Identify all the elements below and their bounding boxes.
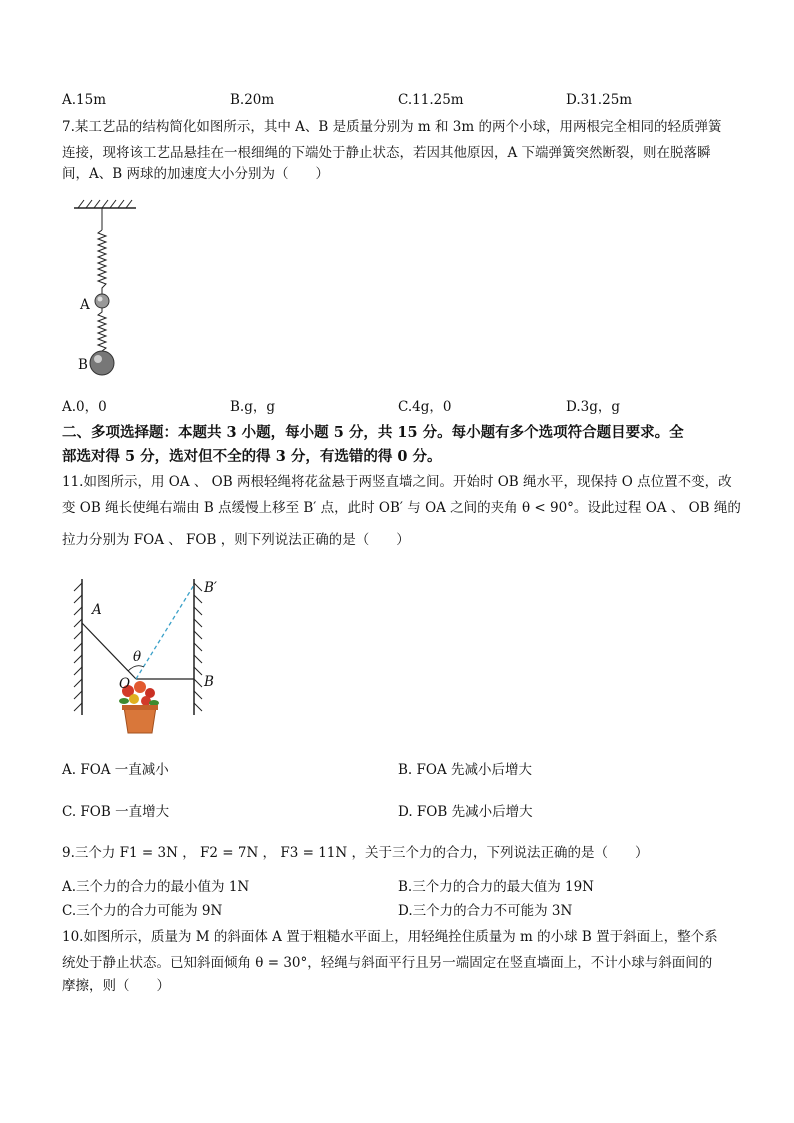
q11-option-c: C. FOB 一直增大 xyxy=(62,804,170,820)
q11-label-b: B xyxy=(204,674,214,690)
q11-option-d: D. FOB 先减小后增大 xyxy=(398,804,533,820)
q11-stem-line-3: 拉力分别为 FOA 、 FOB ，则下列说法正确的是（ ） xyxy=(62,532,410,548)
q11-label-theta: θ xyxy=(133,649,142,665)
q9-option-a: A.三个力的合力的最小值为 1N xyxy=(62,879,250,895)
q10-stem-line-2: 统处于静止状态。已知斜面倾角 θ = 30°，轻绳与斜面平行且另一端固定在竖直墙面上，不计小球与斜面间的 xyxy=(62,955,713,971)
q7-spring-figure xyxy=(70,196,150,381)
q9-option-b: B.三个力的合力的最大值为 19N xyxy=(398,879,594,895)
q7-stem-line-2: 连接，现将该工艺品悬挂在一根细绳的下端处于静止状态，若因其他原因，A 下端弹簧突然断裂，则在脱落瞬 xyxy=(62,145,711,161)
q9-option-c: C.三个力的合力可能为 9N xyxy=(62,903,223,919)
q10-stem-line-3: 摩擦，则（ ） xyxy=(62,978,170,994)
q11-label-o: O xyxy=(119,676,131,692)
q11-label-bprime: B′ xyxy=(204,580,217,596)
q11-stem-line-1: 11.如图所示，用 OA 、 OB 两根轻绳将花盆悬于两竖直墙之间。开始时 OB 绳水平，现保持 O 点位置不变，改 xyxy=(62,474,732,490)
q11-label-a: A xyxy=(92,602,102,618)
q7-option-c: C.4g，0 xyxy=(398,399,452,415)
q7-option-d: D.3g，g xyxy=(566,399,621,415)
q7-label-a: A xyxy=(80,297,90,313)
q7-stem-line-3: 间，A、B 两球的加速度大小分别为（ ） xyxy=(62,166,329,182)
q6-option-b: B.20m xyxy=(230,92,275,108)
q6-option-c: C.11.25m xyxy=(398,92,464,108)
q7-option-b: B.g，g xyxy=(230,399,275,415)
q9-option-d: D.三个力的合力不可能为 3N xyxy=(398,903,573,919)
q11-option-a: A. FOA 一直减小 xyxy=(62,762,169,778)
q9-stem-line-1: 9.三个力 F1 = 3N ， F2 = 7N ， F3 = 11N ，关于三个力的合力，下列说法正确的是（ ） xyxy=(62,845,649,861)
q7-option-a: A.0，0 xyxy=(62,399,107,415)
q7-label-b: B xyxy=(78,357,88,373)
section2-heading-line-1: 二、多项选择题：本题共 3 小题，每小题 5 分，共 15 分。每小题有多个选项符合题目要求。全 xyxy=(62,424,684,441)
q11-stem-line-2: 变 OB 绳长使绳右端由 B 点缓慢上移至 B′ 点，此时 OB′ 与 OA 之间的夹角 θ < 90°。设此过程 OA 、 OB 绳的 xyxy=(62,500,741,516)
q7-stem-line-1: 7.某工艺品的结构简化如图所示，其中 A、B 是质量分别为 m 和 3m 的两个小球，用两根完全相同的轻质弹簧 xyxy=(62,119,722,135)
q6-option-a: A.15m xyxy=(62,92,107,108)
q10-stem-line-1: 10.如图所示，质量为 M 的斜面体 A 置于粗糙水平面上，用轻绳拴住质量为 m 的小球 B 置于斜面上，整个系 xyxy=(62,929,718,945)
section2-heading-line-2: 部选对得 5 分，选对但不全的得 3 分，有选错的得 0 分。 xyxy=(62,448,442,465)
q11-option-b: B. FOA 先减小后增大 xyxy=(398,762,532,778)
q6-option-d: D.31.25m xyxy=(566,92,633,108)
